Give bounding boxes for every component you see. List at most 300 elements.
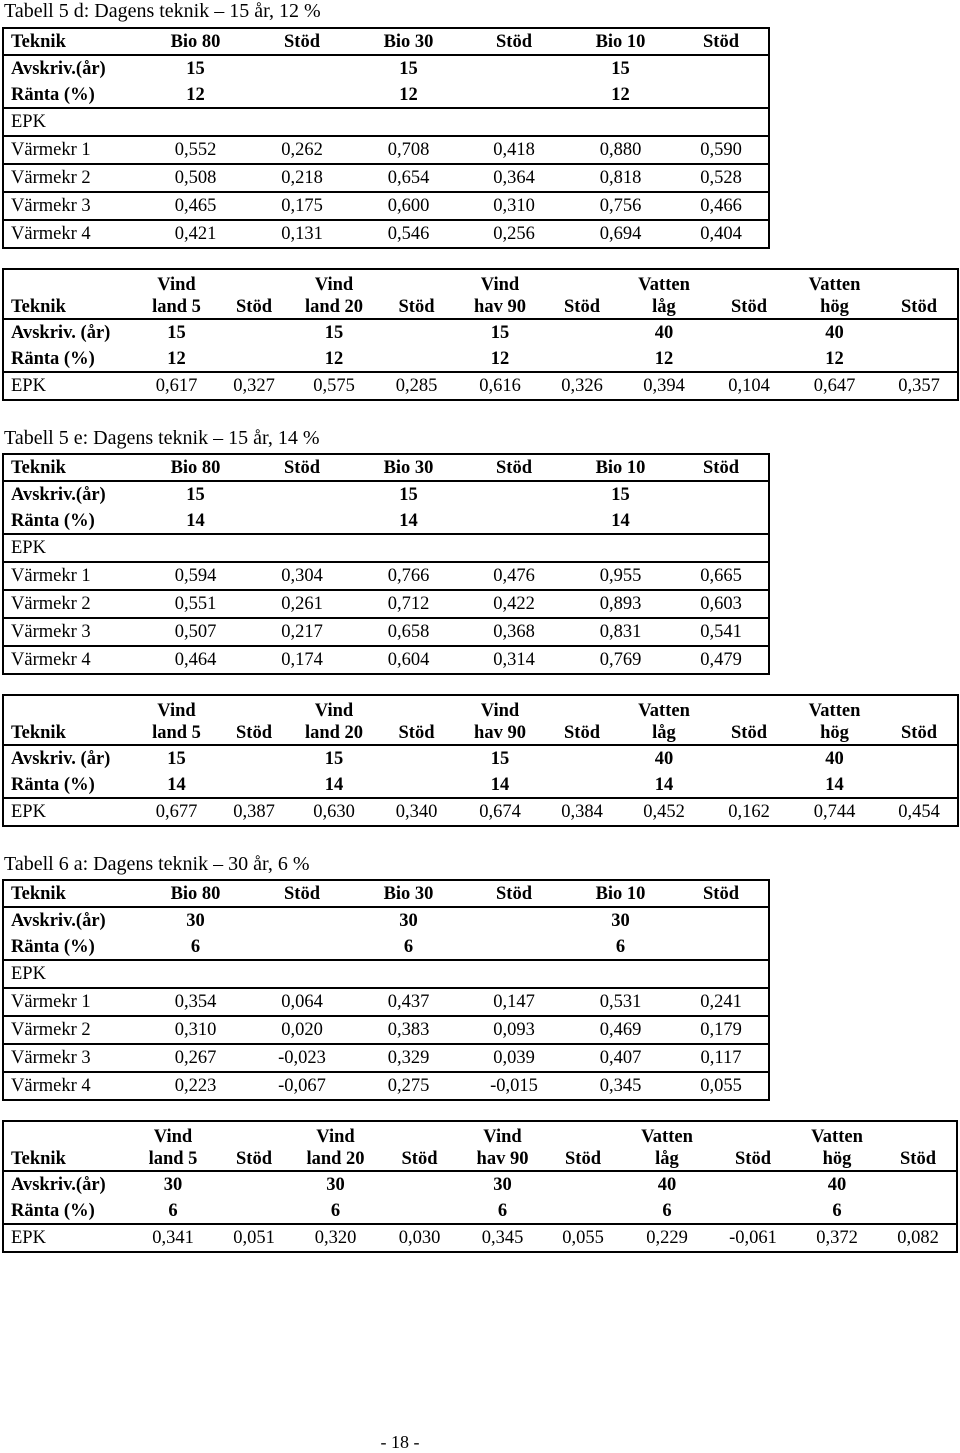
header-line-top [219,700,289,722]
table-cell: 0,603 [674,590,769,618]
header-line-top [544,1126,622,1148]
table-cell: 0,345 [567,1072,674,1100]
row-label: Värmekr 2 [3,590,143,618]
table-cell [248,82,356,108]
table-cell [379,319,454,346]
header-line-bottom: Teknik [11,297,66,317]
row-label: Värmekr 2 [3,1016,143,1044]
table-cell: 12 [399,84,418,105]
table-cell: 0,665 [674,562,769,590]
header-line-top [881,700,957,722]
avskriv-row [3,319,958,346]
data-row [3,220,769,248]
table-cell: 0,055 [674,1072,769,1100]
table-cell [544,1171,622,1198]
ranta-row [3,346,958,372]
table-cell: 0,320 [293,1224,378,1252]
table-cell: 6 [330,1200,341,1221]
table-cell [674,55,769,82]
table-cell: Bio 30 [383,31,434,52]
table-cell: 0,421 [143,220,248,248]
table-cell [215,1198,293,1224]
row-label: EPK [3,534,143,562]
table-cell: 0,229 [622,1224,712,1252]
table-cell [248,934,356,960]
table-cell [881,346,958,372]
avskriv-row [3,1171,957,1198]
header-line-bottom: Stöd [564,723,600,743]
table-cell [461,960,567,988]
table-cell: 0,464 [143,646,248,674]
avskriv-row [3,481,769,508]
header-line-bottom: låg [652,297,676,317]
column-header [710,695,788,745]
table-cell [248,55,356,82]
table-caption: Tabell 6 a: Dagens teknik – 30 år, 6 % [4,853,310,875]
wind-water-table [2,268,959,401]
table-cell: 0,051 [215,1224,293,1252]
table-cell: 0,364 [461,164,567,192]
row-label: Teknik [11,31,66,52]
epk-row [3,534,769,562]
table-cell [219,772,289,798]
table-cell: -0,023 [248,1044,356,1072]
table-cell [461,534,567,562]
table-cell [674,108,769,136]
data-row [3,1016,769,1044]
table-cell [219,319,289,346]
epk-row [3,108,769,136]
table-cell [674,907,769,934]
header-line-top: Vind [157,701,196,721]
row-label: Avskriv. (år) [3,319,134,346]
column-header [788,695,881,745]
table-cell: 12 [186,84,205,105]
header-row [3,880,769,907]
epk-row [3,960,769,988]
header-line-top [881,274,957,296]
bio-table [2,453,770,675]
table-cell: 30 [356,907,461,934]
table-cell: 0,551 [143,590,248,618]
table-cell: 0,769 [567,646,674,674]
table-cell: 40 [788,319,881,346]
row-label: EPK [3,108,143,136]
column-header [289,269,379,319]
epk-row [3,372,958,400]
table-cell: 15 [567,481,674,508]
header-line-bottom: land 20 [304,297,364,317]
table-cell: 0,093 [461,1016,567,1044]
column-header [289,695,379,745]
table-cell [379,772,454,798]
table-cell: 6 [832,1200,842,1221]
table-cell [143,108,248,136]
column-header [3,1121,131,1171]
column-header [454,695,546,745]
table-cell: Stöd [703,883,739,904]
table-cell: 0,147 [461,988,567,1016]
header-line-top [219,274,289,296]
table-cell: 0,384 [546,798,618,826]
table-cell: 14 [167,774,186,795]
table-cell: 0,630 [289,798,379,826]
header-line-bottom: Stöd [564,297,600,317]
wind-water-table [2,1120,958,1253]
table-cell: -0,067 [248,1072,356,1100]
table-cell [546,319,618,346]
table-cell: -0,015 [461,1072,567,1100]
column-header [880,1121,957,1171]
table-cell [880,1171,957,1198]
table-cell: 12 [825,348,844,369]
table-cell: 0,617 [134,372,219,400]
header-line-top: Vind [157,275,196,295]
table-cell [546,346,618,372]
column-header [3,695,134,745]
table-cell: 0,357 [881,372,958,400]
table-cell: 0,508 [143,164,248,192]
table-cell [248,534,356,562]
table-cell: Stöd [284,31,320,52]
table-caption: Tabell 5 d: Dagens teknik – 15 år, 12 % [4,0,321,22]
table-cell: 0,893 [567,590,674,618]
table-cell: 12 [611,84,630,105]
table-cell: 40 [622,1171,712,1198]
avskriv-row [3,745,958,772]
header-line-bottom: Stöd [236,297,272,317]
table-cell: Stöd [703,31,739,52]
column-header [618,269,710,319]
table-cell: 0,327 [219,372,289,400]
table-cell [219,745,289,772]
row-label: Ränta (%) [11,936,95,957]
table-cell [710,319,788,346]
table-cell [461,481,567,508]
table-cell [567,108,674,136]
table-cell [881,319,958,346]
table-cell: Bio 30 [383,883,434,904]
table-cell: 0,064 [248,988,356,1016]
column-header [546,269,618,319]
header-line-bottom: Stöd [735,1149,771,1169]
column-header [3,269,134,319]
table-cell [248,481,356,508]
column-header [881,269,958,319]
table-cell: 14 [611,510,630,531]
table-cell: Bio 80 [170,883,221,904]
data-row [3,192,769,220]
row-label: Avskriv. (år) [3,745,134,772]
table-cell [712,1171,794,1198]
data-row [3,1072,769,1100]
table-cell [219,346,289,372]
table-cell: 12 [324,348,344,369]
column-header [219,269,289,319]
header-row [3,269,958,319]
row-label: Avskriv.(år) [3,1171,131,1198]
ranta-row [3,1198,957,1224]
header-line-top [712,1126,794,1148]
row-label: Ränta (%) [11,510,95,531]
table-cell: 0,465 [143,192,248,220]
table-cell: 0,712 [356,590,461,618]
table-cell [248,907,356,934]
header-line-top: Vind [314,275,354,295]
table-cell [248,508,356,534]
table-cell: 15 [289,745,379,772]
header-line-bottom: Teknik [11,1149,66,1169]
table-cell: -0,061 [712,1224,794,1252]
table-cell [248,108,356,136]
column-header [131,1121,215,1171]
table-cell [710,346,788,372]
table-cell: 0,766 [356,562,461,590]
row-label: Avskriv.(år) [3,481,143,508]
column-header [788,269,881,319]
table-cell: 12 [490,348,510,369]
table-cell: 0,418 [461,136,567,164]
table-cell: 0,616 [454,372,546,400]
table-cell: 0,340 [379,798,454,826]
column-header [293,1121,378,1171]
table-cell: 6 [168,1200,178,1221]
table-cell: 0,407 [567,1044,674,1072]
table-cell: 0,310 [461,192,567,220]
page-number: - 18 - [380,1432,420,1452]
table-cell: 0,394 [618,372,710,400]
avskriv-row [3,907,769,934]
table-cell: 0,694 [567,220,674,248]
row-label: Värmekr 4 [3,220,143,248]
table-cell: Bio 10 [595,883,646,904]
table-cell: 14 [186,510,205,531]
table-caption: Tabell 5 e: Dagens teknik – 15 år, 14 % [4,427,320,449]
data-row [3,562,769,590]
table-cell: 0,162 [710,798,788,826]
header-line-top [880,1126,956,1148]
epk-row [3,1224,957,1252]
header-line-bottom: hav 90 [474,723,526,743]
header-line-bottom: land 5 [152,297,201,317]
column-header [710,269,788,319]
table-cell: Bio 80 [170,31,221,52]
table-cell [461,55,567,82]
header-line-bottom: Teknik [11,723,66,743]
column-header [546,695,618,745]
table-cell: 0,744 [788,798,881,826]
table-cell [378,1198,461,1224]
table-cell: 0,179 [674,1016,769,1044]
row-label: Ränta (%) [11,348,95,369]
table-cell: 30 [143,907,248,934]
table-cell: 40 [794,1171,880,1198]
row-label: Avskriv.(år) [3,55,143,82]
avskriv-row [3,55,769,82]
table-cell: 12 [167,348,186,369]
row-label: Ränta (%) [11,84,95,105]
table-cell: 0,575 [289,372,379,400]
column-header [618,695,710,745]
header-line-bottom: hög [820,723,849,743]
table-cell: 0,756 [567,192,674,220]
header-line-top: Vatten [808,275,861,295]
header-line-top [378,1126,461,1148]
table-cell: Bio 10 [595,31,646,52]
bio-table [2,27,770,249]
table-cell: 0,326 [546,372,618,400]
header-row [3,1121,957,1171]
header-line-bottom: land 5 [152,723,201,743]
table-cell: 0,020 [248,1016,356,1044]
column-header [622,1121,712,1171]
table-cell [674,534,769,562]
table-cell [710,772,788,798]
table-cell: 14 [654,774,674,795]
header-line-bottom: Stöd [236,723,272,743]
header-line-bottom: hög [820,297,849,317]
table-cell: 0,383 [356,1016,461,1044]
table-cell: 0,261 [248,590,356,618]
table-cell: 15 [454,745,546,772]
table-cell: 0,082 [880,1224,957,1252]
table-cell: Bio 80 [170,457,221,478]
header-line-top: Vind [480,701,520,721]
row-label: Värmekr 2 [3,164,143,192]
table-cell: 0,546 [356,220,461,248]
table-cell [248,960,356,988]
table-cell: 0,267 [143,1044,248,1072]
table-cell: 0,354 [143,988,248,1016]
table-cell: 15 [567,55,674,82]
header-line-top: Vind [480,275,520,295]
table-cell: 15 [356,481,461,508]
row-label: Värmekr 4 [3,1072,143,1100]
table-cell [712,1198,794,1224]
header-line-top [379,700,454,722]
table-cell [710,745,788,772]
row-label: Värmekr 1 [3,988,143,1016]
header-line-top: Vatten [638,701,690,721]
table-cell: 15 [143,481,248,508]
header-line-bottom: Stöd [398,723,435,743]
ranta-row [3,934,769,960]
header-line-top [215,1126,293,1148]
header-line-bottom: land 20 [304,723,364,743]
table-cell: 0,600 [356,192,461,220]
table-cell: 0,466 [674,192,769,220]
epk-row [3,798,958,826]
table-cell: 0,241 [674,988,769,1016]
table-cell: 0,131 [248,220,356,248]
data-row [3,590,769,618]
table-cell: 6 [403,936,414,957]
header-line-top: Vind [316,1127,355,1147]
table-cell [461,907,567,934]
row-label: Ränta (%) [11,774,95,795]
row-label: Värmekr 1 [3,136,143,164]
table-cell [356,960,461,988]
row-label: Värmekr 3 [3,192,143,220]
table-cell: 0,030 [378,1224,461,1252]
table-cell [461,934,567,960]
header-line-top [710,274,788,296]
table-cell: 0,955 [567,562,674,590]
table-cell [881,745,958,772]
table-cell: 0,531 [567,988,674,1016]
table-cell [461,108,567,136]
table-cell: 0,387 [219,798,289,826]
row-label: EPK [3,372,134,400]
table-cell: 0,818 [567,164,674,192]
header-line-top [11,700,134,722]
table-cell: 0,175 [248,192,356,220]
data-row [3,164,769,192]
table-cell: 0,880 [567,136,674,164]
table-cell: 0,528 [674,164,769,192]
table-cell: 0,604 [356,646,461,674]
table-cell: 0,831 [567,618,674,646]
header-line-bottom: Stöd [901,723,937,743]
table-cell [143,534,248,562]
column-header [379,695,454,745]
table-cell: 0,368 [461,618,567,646]
table-cell: 40 [618,319,710,346]
header-line-top: Vatten [811,1127,863,1147]
row-label: EPK [3,1224,131,1252]
header-line-top [11,1126,131,1148]
column-header [215,1121,293,1171]
column-header [712,1121,794,1171]
table-cell [567,960,674,988]
header-line-bottom: Stöd [731,723,767,743]
table-cell [215,1171,293,1198]
table-cell [356,108,461,136]
table-cell: Stöd [284,883,320,904]
table-cell [880,1198,957,1224]
table-cell: 0,345 [461,1224,544,1252]
column-header [454,269,546,319]
table-cell: Stöd [284,457,320,478]
table-cell [544,1198,622,1224]
header-line-bottom: hav 90 [474,297,526,317]
column-header [379,269,454,319]
table-cell [379,346,454,372]
table-cell: 14 [324,774,344,795]
table-cell: 15 [134,745,219,772]
header-line-top [379,274,454,296]
header-line-bottom: Stöd [401,1149,438,1169]
table-cell: 6 [615,936,626,957]
wind-water-table [2,694,959,827]
table-cell: 0,469 [567,1016,674,1044]
column-header [378,1121,461,1171]
header-line-bottom: Stöd [901,297,937,317]
header-line-top: Vind [483,1127,522,1147]
table-cell: 6 [662,1200,672,1221]
table-cell: 0,479 [674,646,769,674]
table-cell: 0,654 [356,164,461,192]
ranta-row [3,82,769,108]
table-cell [674,960,769,988]
table-cell [546,772,618,798]
data-row [3,646,769,674]
table-cell: 0,454 [881,798,958,826]
row-label: EPK [3,960,143,988]
table-cell: 0,174 [248,646,356,674]
header-line-bottom: hög [822,1149,852,1169]
header-line-top: Vatten [641,1127,693,1147]
